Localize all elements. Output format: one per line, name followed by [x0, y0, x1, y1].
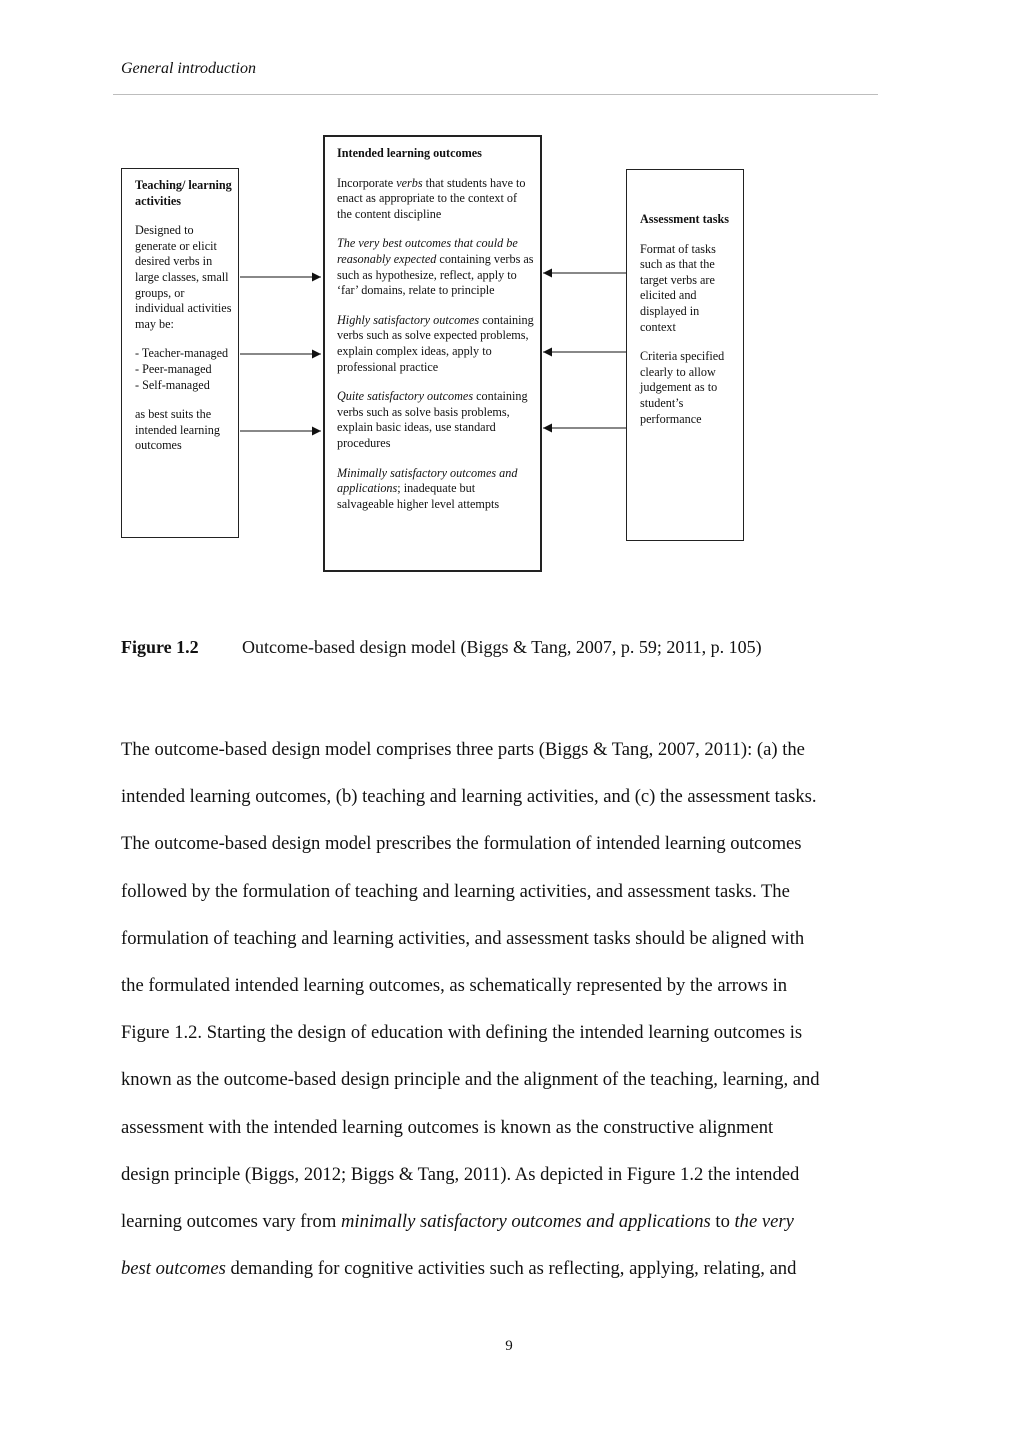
text-line: The outcome-based design model comprises three parts (Biggs & Tang, 2007, 2011): (a) the	[121, 739, 805, 760]
teaching-activities-footer: as best suits the intended learning outcomes	[135, 407, 220, 453]
figure-caption-text: Outcome-based design model (Biggs & Tang, 2007, p. 59; 2011, p. 105)	[242, 637, 762, 657]
text-line: the formulated intended learning outcomes, as schematically represented by the arrows in	[121, 975, 788, 997]
assessment-format: Format of tasks such as that the target verbs are elicited and displayed in context	[640, 241, 716, 334]
teaching-activities-title: Teaching/ learning activities	[135, 178, 232, 208]
text-line: intended learning outcomes, (b) teaching and learning activities, and (c) the assessment tasks.	[121, 786, 817, 808]
learning-outcomes-intro: Incorporate verbs that students have to enact as appropriate to the context of the content discipline	[337, 175, 526, 221]
text-line: learning outcomes vary from minimally satisfactory outcomes and applications to the very	[121, 1211, 794, 1233]
learning-outcomes-box	[323, 135, 542, 572]
assessment-criteria: Criteria specified clearly to allow judgement as to student’s performance	[640, 349, 725, 426]
outcome-level-highly-satisfactory: Highly satisfactory outcomes containing verbs such as solve expected problems, explain complex ideas, apply to professional practice	[337, 312, 534, 374]
text-line: formulation of teaching and learning activities, and assessment tasks should be aligned with	[121, 927, 805, 949]
text-line: design principle (Biggs, 2012; Biggs & Tang, 2011). As depicted in Figure 1.2 the intended	[121, 1163, 800, 1185]
header-divider	[113, 94, 878, 95]
outcome-level-very-best: The very best outcomes that could be reasonably expected containing verbs as such as hypothesize, reflect, apply to ‘far’ domains, relate to principle	[337, 236, 534, 298]
teaching-activities-description: Designed to generate or elicit desired verbs in large classes, small groups, or individual activities may be:	[135, 223, 232, 331]
outcome-level-quite-satisfactory: Quite satisfactory outcomes containing verbs such as solve basis problems, explain basic ideas, use standard procedures	[337, 389, 528, 450]
assessment-tasks-title: Assessment tasks	[640, 212, 730, 226]
figure-caption	[121, 637, 762, 658]
text-line: best outcomes demanding for cognitive activities such as reflecting, applying, relating, and	[121, 1258, 797, 1280]
assessment-tasks-box	[626, 169, 744, 541]
body-paragraph	[121, 726, 896, 1292]
text-line: known as the outcome-based design principle and the alignment of the teaching, learning, and	[121, 1069, 820, 1091]
page-number: 9	[505, 1338, 513, 1354]
text-line: The outcome-based design model prescribes the formulation of intended learning outcomes	[121, 833, 802, 855]
learning-outcomes-title: Intended learning outcomes	[337, 146, 482, 160]
text-line: assessment with the intended learning outcomes is known as the constructive alignment	[121, 1116, 774, 1138]
figure-label: Figure 1.2	[121, 637, 199, 657]
management-list	[135, 346, 232, 393]
outcome-level-minimally-satisfactory: Minimally satisfactory outcomes and applications; inadequate but salvageable higher level attempts	[337, 465, 518, 511]
text-line: Figure 1.2. Starting the design of education with defining the intended learning outcomes is	[121, 1022, 803, 1044]
teaching-activities-box	[121, 168, 239, 538]
list-item: - Peer-managed	[135, 362, 232, 378]
text-line: followed by the formulation of teaching and learning activities, and assessment tasks. The	[121, 880, 790, 902]
list-item: - Teacher-managed	[135, 346, 232, 362]
running-head: General introduction	[121, 60, 256, 77]
list-item: - Self-managed	[135, 378, 232, 394]
